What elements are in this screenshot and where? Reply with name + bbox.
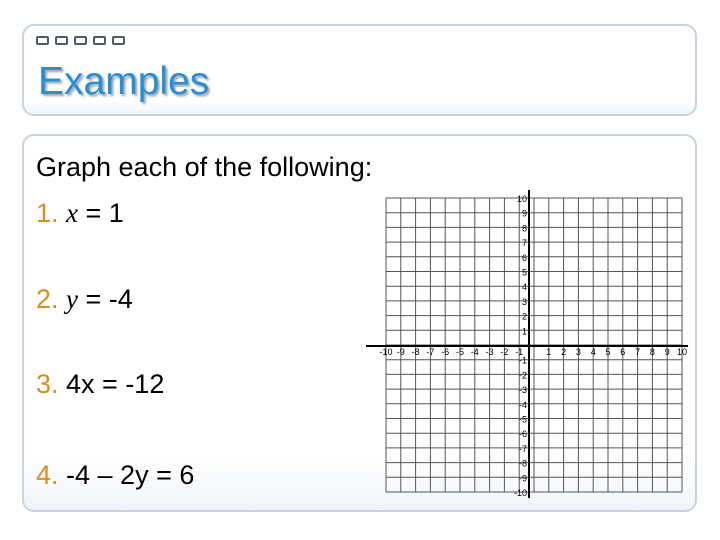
title-panel (22, 24, 697, 116)
x-tick-label: -5 (455, 347, 465, 357)
square-icon (36, 36, 49, 45)
item-text: = -4 (78, 284, 133, 314)
y-tick-label: -5 (518, 414, 527, 425)
item-number: 3. (36, 369, 59, 399)
y-tick-label: 10 (516, 194, 527, 204)
example-item-1 (36, 198, 124, 229)
x-tick-label: 4 (590, 347, 596, 357)
item-text (59, 284, 67, 314)
y-tick-label: 1 (521, 326, 527, 337)
x-tick-label: -7 (426, 347, 435, 357)
square-icon (55, 36, 68, 45)
item-text (59, 198, 67, 228)
x-tick-label: -1 (515, 347, 524, 357)
y-tick-label: -8 (518, 458, 527, 469)
item-number: 1. (36, 198, 59, 228)
example-item-4 (36, 460, 194, 491)
x-tick-label: -3 (485, 347, 494, 357)
y-tick-label: -6 (518, 429, 527, 440)
y-tick-label: -1 (518, 355, 527, 366)
x-tick-label: -8 (411, 347, 420, 357)
intro-text: Graph each of the following: (36, 152, 373, 182)
x-tick-label: -4 (470, 347, 479, 357)
y-tick-label: 4 (521, 282, 527, 293)
x-tick-label: 9 (664, 347, 670, 357)
x-tick-label: 1 (546, 347, 552, 357)
x-tick-label: -9 (396, 347, 405, 357)
item-variable: y (66, 284, 79, 314)
y-tick-label: 6 (521, 252, 527, 263)
item-variable: x (66, 198, 79, 228)
y-tick-label: 3 (521, 296, 527, 307)
example-item-3 (36, 369, 164, 400)
example-item-2 (36, 284, 133, 315)
slide-title: Examples (38, 60, 210, 103)
x-tick-label: 5 (605, 347, 611, 357)
x-tick-label: 6 (620, 347, 626, 357)
coordinate-grid (366, 186, 688, 502)
item-number: 4. (36, 460, 59, 490)
y-tick-label: 5 (521, 267, 527, 278)
x-tick-label: 8 (649, 347, 655, 357)
item-text: -4 – 2y = 6 (58, 460, 195, 490)
decorative-dots (36, 36, 125, 45)
x-tick-label: 3 (575, 347, 581, 357)
square-icon (74, 36, 87, 45)
item-number: 2. (36, 284, 59, 314)
x-tick-label: 10 (676, 347, 688, 357)
y-tick-label: -7 (518, 443, 527, 454)
item-text: = 1 (78, 198, 124, 228)
x-tick-label: 7 (635, 347, 641, 357)
y-tick-label: -9 (518, 473, 527, 484)
x-tick-label: -6 (441, 347, 450, 357)
y-tick-label: 9 (521, 208, 527, 219)
y-tick-label: -2 (518, 370, 527, 381)
y-tick-label: 8 (521, 223, 527, 234)
y-tick-label: 2 (521, 311, 527, 322)
x-tick-label: -2 (500, 347, 509, 357)
y-tick-label: -3 (518, 385, 527, 396)
square-icon (93, 36, 106, 45)
y-tick-label: 7 (521, 238, 527, 249)
y-tick-label: -10 (513, 488, 527, 498)
y-tick-label: -4 (518, 399, 527, 410)
square-icon (112, 36, 125, 45)
item-text: 4x = -12 (58, 369, 165, 399)
x-tick-label: 2 (561, 347, 567, 357)
x-tick-label: -10 (379, 347, 393, 357)
